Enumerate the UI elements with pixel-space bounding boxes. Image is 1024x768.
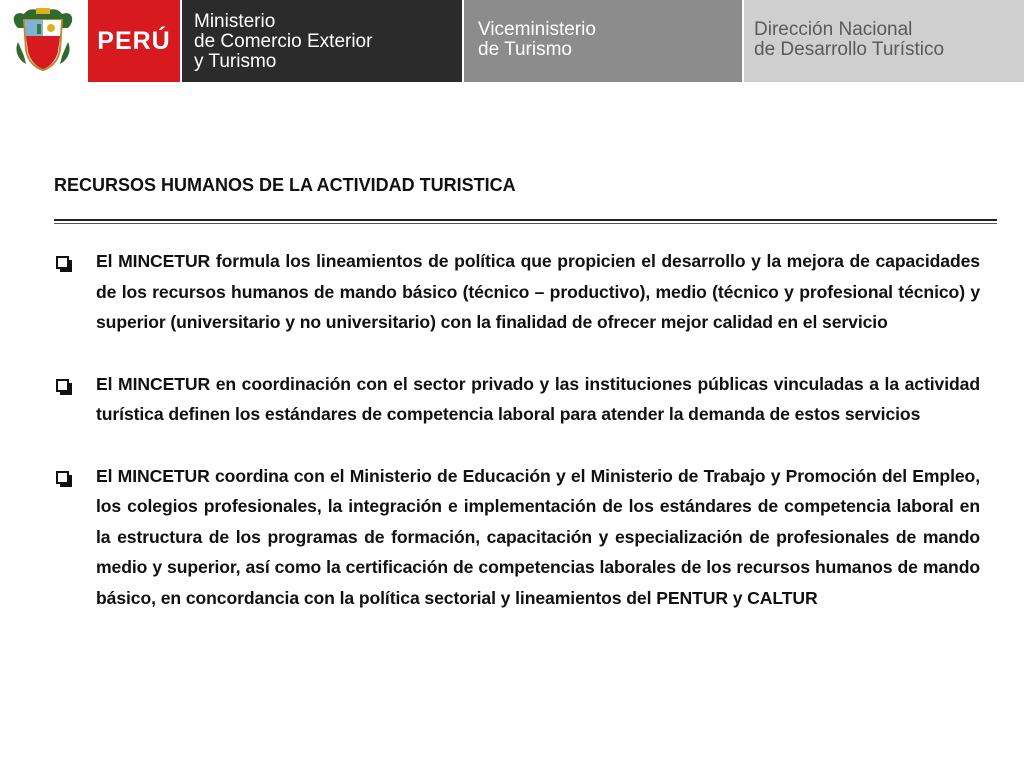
vice-line-2: de Turismo [478, 39, 572, 60]
checkbox-bullet-icon [56, 379, 69, 392]
ministry-line-1: Ministerio [194, 11, 276, 32]
title-divider [54, 219, 997, 221]
title-divider-thin [54, 223, 997, 224]
peru-coat-of-arms-icon [10, 6, 76, 74]
list-item [52, 461, 980, 614]
country-label: PERÚ [97, 26, 171, 55]
bullet-list [52, 246, 980, 644]
list-item [52, 246, 980, 338]
direction-line-1: Dirección Nacional [754, 19, 913, 40]
checkbox-bullet-icon [56, 471, 69, 484]
ministry-line-2: de Comercio Exterior [194, 31, 373, 52]
peru-brand-box [88, 0, 180, 82]
vice-ministry-box [464, 0, 742, 82]
bullet-text: El MINCETUR en coordinación con el sector privado y las instituciones públicas vinculadas a la actividad turística definen los estándares de competencia laboral para atender la demanda de estos servicios [96, 373, 980, 424]
direction-line-2: de Desarrollo Turístico [754, 39, 945, 60]
ministry-box [182, 0, 462, 82]
vice-line-1: Viceministerio [478, 19, 596, 40]
slide-title: RECURSOS HUMANOS DE LA ACTIVIDAD TURISTICA [54, 175, 516, 195]
bullet-text: El MINCETUR formula los lineamientos de política que propicien el desarrollo y la mejora de capacidades de los recursos humanos de mando básico (técnico – productivo), medio (técnico y profesional técnico) y superior (universitario y no universitario) con la finalidad de ofrecer mejor calidad en el servicio [96, 251, 980, 332]
ministry-line-3: y Turismo [194, 51, 277, 72]
bullet-text: El MINCETUR coordina con el Ministerio de Educación y el Ministerio de Trabajo y Promoción del Empleo, los colegios profesionales, la integración e implementación de los estándares de competencia laboral en la estructura de los programas de formación, capacitación y especialización de profesionales de mando medio y superior, así como la certificación de competencias laborales de los recursos humanos de mando básico, en concordancia con la política sectorial y lineamientos del PENTUR y CALTUR [96, 465, 980, 608]
list-item [52, 369, 980, 430]
direction-box [744, 0, 1024, 82]
checkbox-bullet-icon [56, 256, 69, 269]
header-banner [0, 0, 1024, 82]
